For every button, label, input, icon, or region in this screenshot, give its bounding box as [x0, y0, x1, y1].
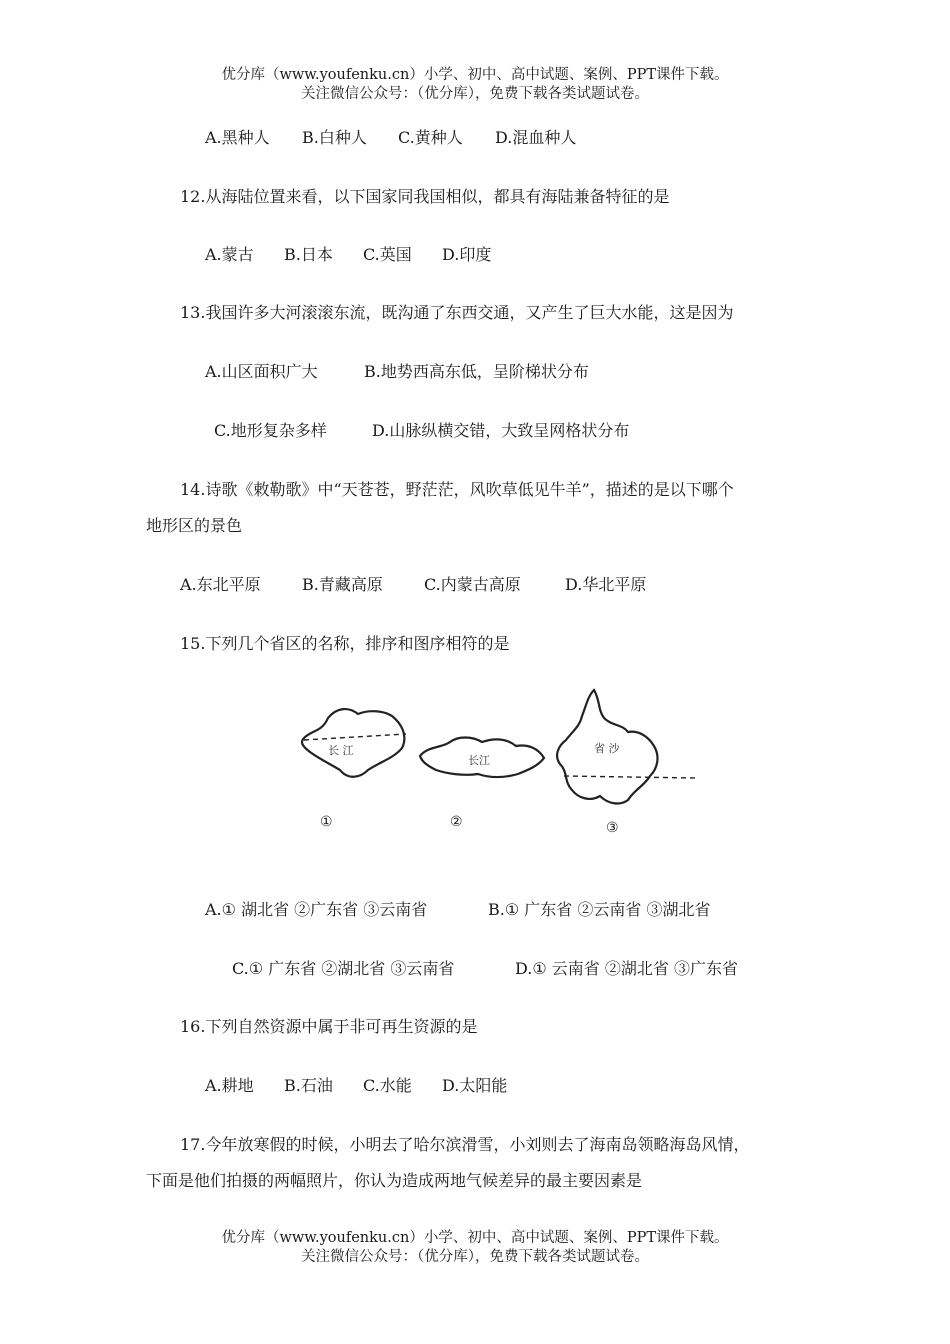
q11-option-a: A.黑种人 — [205, 128, 270, 147]
q12-option-c: C.英国 — [363, 245, 412, 264]
q15-option-c: C.① 广东省 ②湖北省 ③云南省 — [232, 959, 455, 978]
q12-option-d: D.印度 — [442, 245, 492, 264]
q16-option-b: B.石油 — [284, 1076, 333, 1095]
q11-option-b: B.白种人 — [302, 128, 367, 147]
figure-label-2: ② — [450, 814, 463, 830]
q13-question: 13.我国许多大河滚滚东流，既沟通了东西交通，又产生了巨大水能，这是因为 — [180, 303, 734, 322]
q13-option-b: B.地势西高东低，呈阶梯状分布 — [364, 362, 589, 381]
header-line-2: 关注微信公众号：（优分库），免费下载各类试题试卷。 — [301, 86, 649, 102]
q15-option-b: B.① 广东省 ②云南省 ③湖北省 — [488, 900, 711, 919]
q11-option-c: C.黄种人 — [398, 128, 463, 147]
province-maps-figure — [282, 686, 700, 838]
map-1-dashed-line — [304, 734, 406, 740]
footer-line-1: 优分库（www.youfenku.cn）小学、初中、高中试题、案例、PPT课件下载。 — [221, 1230, 729, 1246]
figure-label-3: ③ — [606, 820, 619, 836]
province-maps-svg — [282, 686, 700, 838]
q11-option-d: D.混血种人 — [495, 128, 577, 147]
q12-question: 12.从海陆位置来看，以下国家同我国相似，都具有海陆兼备特征的是 — [180, 187, 670, 206]
q14-option-d: D.华北平原 — [565, 575, 647, 594]
q13-option-a: A.山区面积广大 — [205, 362, 318, 381]
province-map-1 — [302, 709, 404, 777]
map-2-river-label: 长江 — [468, 754, 490, 767]
q14-question-line-2: 地形区的景色 — [146, 516, 243, 535]
q15-option-d: D.① 云南省 ②湖北省 ③广东省 — [515, 959, 738, 978]
q16-question: 16.下列自然资源中属于非可再生资源的是 — [180, 1017, 478, 1036]
q15-question: 15.下列几个省区的名称，排序和图序相符的是 — [180, 634, 510, 653]
footer-line-2: 关注微信公众号：（优分库），免费下载各类试题试卷。 — [301, 1249, 649, 1265]
q16-option-a: A.耕地 — [205, 1076, 254, 1095]
q14-question-line-1: 14.诗歌《敕勒歌》中“天苍苍，野茫茫，风吹草低见牛羊”，描述的是以下哪个 — [180, 480, 734, 499]
q17-question-line-2: 下面是他们拍摄的两幅照片，你认为造成两地气候差异的最主要因素是 — [146, 1171, 643, 1190]
q16-option-d: D.太阳能 — [442, 1076, 508, 1095]
q14-option-a: A.东北平原 — [180, 575, 261, 594]
map-1-river-label: 长 江 — [328, 744, 354, 757]
q16-option-c: C.水能 — [363, 1076, 412, 1095]
q14-option-b: B.青藏高原 — [302, 575, 383, 594]
q14-option-c: C.内蒙古高原 — [424, 575, 521, 594]
q15-option-a: A.① 湖北省 ②广东省 ③云南省 — [205, 900, 428, 919]
map-3-dashed-line — [564, 776, 696, 778]
q13-option-d: D.山脉纵横交错，大致呈网格状分布 — [372, 421, 630, 440]
map-3-label: 省 沙 — [594, 742, 620, 755]
figure-label-1: ① — [320, 814, 333, 830]
q13-option-c: C.地形复杂多样 — [214, 421, 327, 440]
q12-option-a: A.蒙古 — [205, 245, 254, 264]
q17-question-line-1: 17.今年放寒假的时候，小明去了哈尔滨滑雪，小刘则去了海南岛领略海岛风情， — [180, 1135, 750, 1154]
header-line-1: 优分库（www.youfenku.cn）小学、初中、高中试题、案例、PPT课件下载。 — [221, 67, 729, 83]
q12-option-b: B.日本 — [284, 245, 333, 264]
